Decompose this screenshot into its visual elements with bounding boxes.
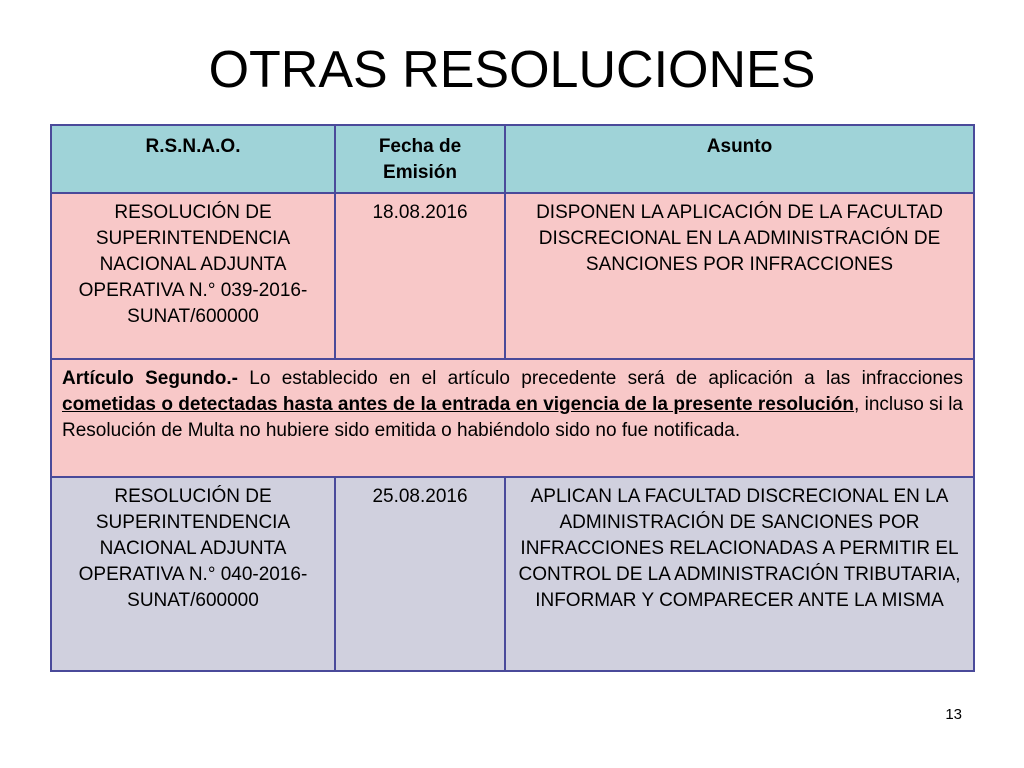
- header-asunto: Asunto: [505, 125, 974, 193]
- cell-rsnao: RESOLUCIÓN DE SUPERINTENDENCIA NACIONAL ADJUNTA OPERATIVA N.° 040-2016-SUNAT/600000: [51, 477, 335, 671]
- table-row: [51, 477, 974, 671]
- article-row: [51, 359, 974, 477]
- cell-fecha: 18.08.2016: [335, 193, 505, 359]
- article-underlined: cometidas o detectadas hasta antes de la entrada en vigencia de la presente resolución: [62, 394, 854, 415]
- cell-asunto: APLICAN LA FACULTAD DISCRECIONAL EN LA ADMINISTRACIÓN DE SANCIONES POR INFRACCIONES RELACIONADAS A PERMITIR EL CONTROL DE LA ADMINISTRACIÓN TRIBUTARIA, INFORMAR Y COMPARECER ANTE LA MISMA: [505, 477, 974, 671]
- slide-title: OTRAS RESOLUCIONES: [208, 41, 816, 99]
- article-text-2: , incluso si la Resolución de Multa no hubiere sido emitida o habiéndolo sido no fue notificada.: [62, 394, 963, 441]
- header-fecha: Fecha de Emisión: [335, 125, 505, 193]
- resolutions-table: [50, 124, 975, 672]
- header-rsnao: R.S.N.A.O.: [51, 125, 335, 193]
- cell-rsnao: RESOLUCIÓN DE SUPERINTENDENCIA NACIONAL ADJUNTA OPERATIVA N.° 039-2016-SUNAT/600000: [51, 193, 335, 359]
- article-cell: [51, 359, 974, 477]
- cell-asunto: DISPONEN LA APLICACIÓN DE LA FACULTAD DISCRECIONAL EN LA ADMINISTRACIÓN DE SANCIONES POR INFRACCIONES: [505, 193, 974, 359]
- page-number: 13: [945, 706, 962, 723]
- cell-fecha: 25.08.2016: [335, 477, 505, 671]
- table-row: [51, 193, 974, 359]
- article-text-1: Lo establecido en el artículo precedente será de aplicación a las infracciones: [237, 368, 963, 389]
- table-header-row: [51, 125, 974, 193]
- article-lead: Artículo Segundo.-: [62, 368, 238, 389]
